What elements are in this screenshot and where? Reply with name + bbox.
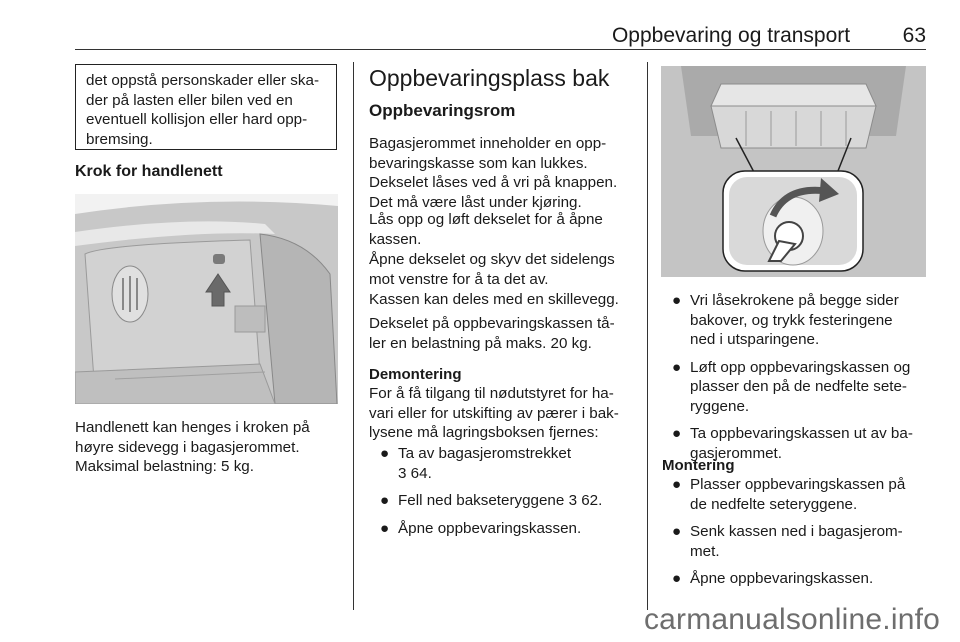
bullet-icon: ● [380,519,390,537]
text-line: Kassen kan deles med en skillevegg. [369,291,619,308]
bullet-text: Åpne oppbevaringskassen. [398,519,582,537]
paragraph-1 [369,134,617,212]
warning-box [75,64,337,150]
text-line: Dekselet på oppbevaringskassen tå- [369,315,615,332]
bullet-icon: ● [672,523,682,540]
bullet-text: Fell ned bakseteryggene [398,492,569,509]
demontering-title: Demontering [369,366,462,383]
bullet-text: Plasser oppbevaringskassen på [690,476,906,493]
text-line: For å få tilgang til nødutstyret for ha- [369,385,614,402]
paragraph-5 [369,314,615,353]
list-item [672,291,932,350]
bullet-text: Vri låsekrokene på begge sider [690,292,899,309]
bullet-text: ned i utsparingene. [690,331,820,348]
storage-box-drawing [661,66,926,277]
bullet-icon: ● [672,476,682,493]
list-item [672,569,932,589]
text-line: Bagasjerommet inneholder en opp- [369,135,607,152]
krok-line: Maksimal belastning: 5 kg. [75,458,254,475]
krok-paragraph [75,418,310,477]
krok-line: Handlenett kan henges i kroken på [75,419,310,436]
storage-box-illustration [661,66,926,277]
list-item [672,475,932,514]
bullet-icon: ● [672,425,682,442]
chapter-title: Oppbevaring og transport [611,24,851,47]
bullet-icon: ● [672,292,682,309]
column-divider-right [647,62,648,610]
bullet-icon: ● [672,570,682,587]
page-reference [398,464,640,484]
montering-title: Montering [662,457,735,474]
montering-list [672,475,932,597]
list-item [380,519,640,539]
bullet-text: Åpne oppbevaringskassen. [690,570,874,587]
paragraph-2 [369,210,603,249]
text-line: bevaringskasse som kan lukkes. [369,154,588,172]
paragraph-4 [369,290,619,310]
trunk-hook-illustration [75,194,338,404]
bullet-icon: ● [380,492,390,509]
text-line: lysene må lagringsboksen fjernes: [369,424,599,441]
bullet-text: Senk kassen ned i bagasjerom- [690,523,903,540]
column-divider-left [353,62,354,610]
trunk-hook-drawing [75,194,338,404]
reference-arrow-icon: 3 [398,464,407,482]
header-divider [75,49,926,50]
bullet-text: gasjerommet. [690,444,783,462]
reference-arrow-icon: 3 [568,492,578,509]
watermark: carmanualsonline.info [643,603,940,636]
bullet-text: bakover, og trykk festeringene [690,311,893,329]
section-title-krok: Krok for handlenett [75,163,223,180]
text-line: Åpne dekselet og skyv det sidelengs [369,251,615,268]
text-line: kassen. [369,230,422,248]
list-item [380,444,640,483]
bullet-icon: ● [672,358,682,376]
list-item [380,491,640,511]
bullet-text: de nedfelte seteryggene. [690,495,858,513]
warning-line: eventuell kollisjon eller hard opp- [86,111,308,128]
instruction-list [672,291,932,471]
warning-line: bremsing. [86,130,153,148]
text-line: ler en belastning på maks. 20 kg. [369,334,592,352]
warning-line: der på lasten eller bilen ved en [86,91,293,109]
main-title: Oppbevaringsplass bak [369,65,610,91]
bullet-text: Ta oppbevaringskassen ut av ba- [690,425,913,442]
demontering-list [380,444,640,546]
page-header [560,24,926,48]
paragraph-3 [369,250,615,289]
list-item [672,358,932,417]
warning-line: det oppstå personskader eller ska- [86,72,320,89]
demontering-paragraph [369,384,619,443]
bullet-text: plasser den på de nedfelte sete- [690,378,907,395]
page-number: 63 [902,24,926,47]
text-line: vari eller for utskifting av pærer i bak- [369,404,619,422]
krok-line: høyre sidevegg i bagasjerommet. [75,438,300,456]
sub-title: Oppbevaringsrom [369,101,516,120]
text-line: mot venstre for å ta det av. [369,270,549,288]
text-line: Lås opp og løft dekselet for å åpne [369,211,603,228]
reference-page: 62. [577,492,603,509]
list-item [672,522,932,561]
bullet-text: Løft opp oppbevaringskassen og [690,358,911,376]
bullet-text: ryggene. [690,397,750,415]
bullet-text: met. [690,542,720,560]
bullet-text: Ta av bagasjeromstrekket [398,445,572,462]
bullet-icon: ● [380,445,390,462]
reference-page: 64. [406,464,432,482]
text-line: Dekselet låses ved å vri på knappen. [369,174,618,191]
text-line: Det må være låst under kjøring. [369,193,582,211]
